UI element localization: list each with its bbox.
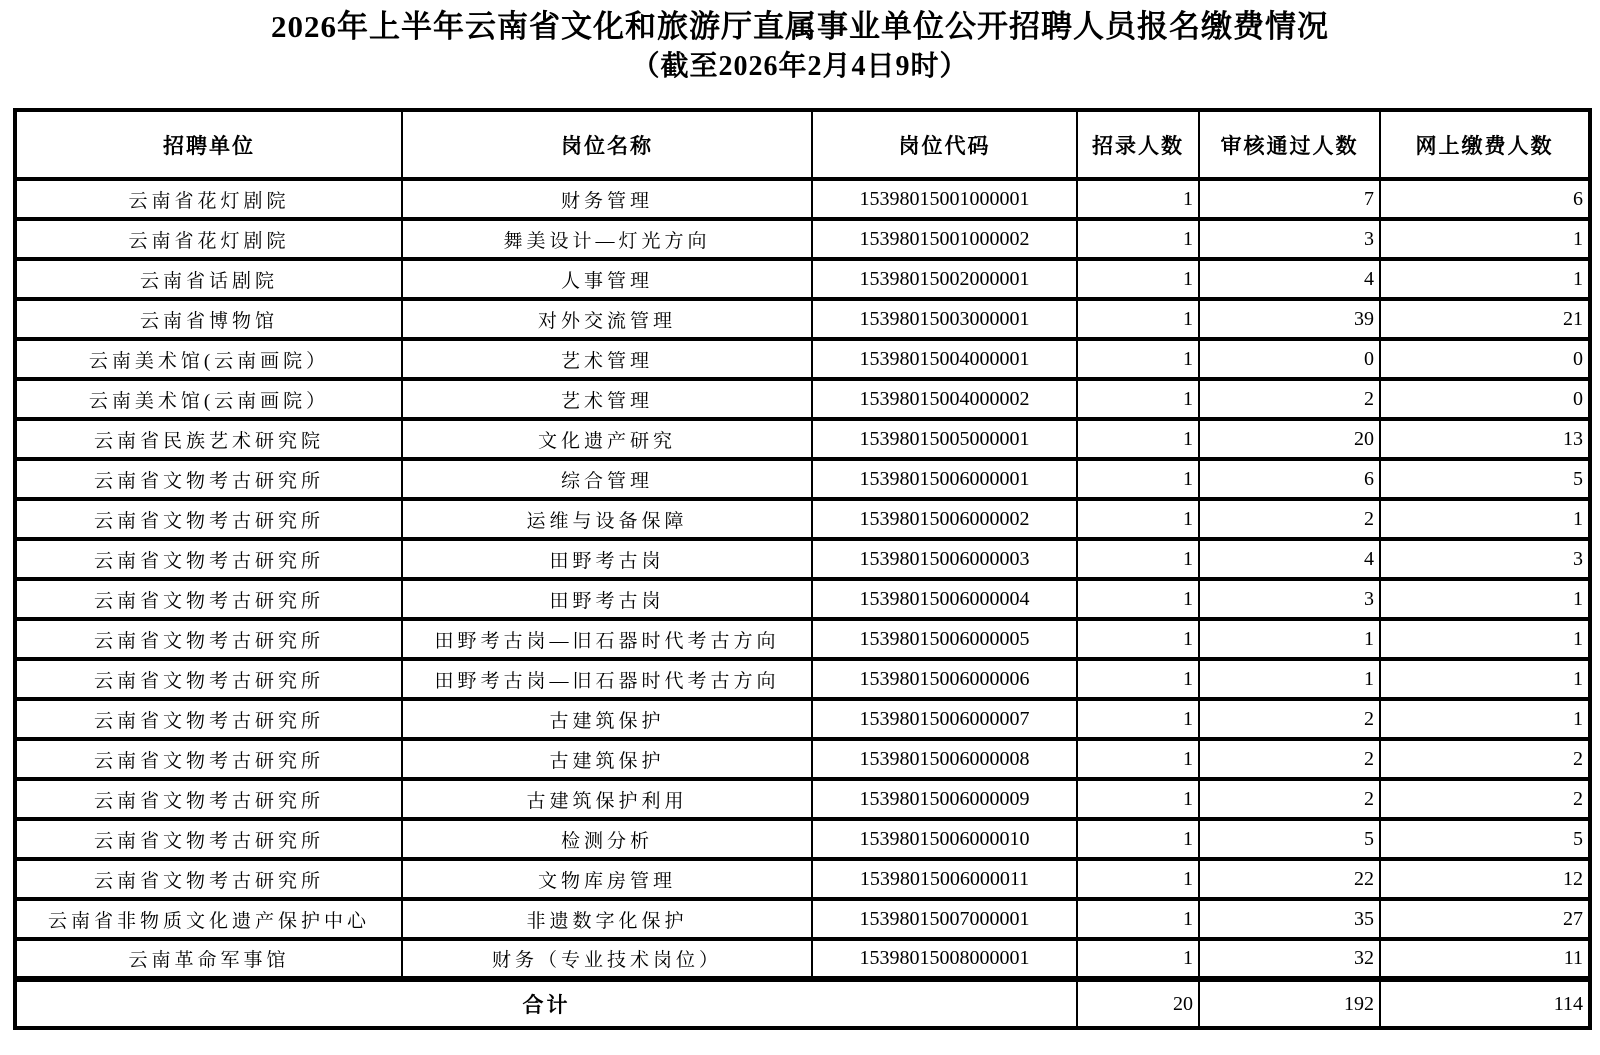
cell-approved-count: 2: [1199, 779, 1380, 819]
cell-paid-count: 5: [1380, 819, 1590, 859]
cell-approved-count: 3: [1199, 219, 1380, 259]
table-footer: [15, 979, 1590, 1028]
table-row: [15, 459, 1590, 499]
cell-paid-count: 1: [1380, 619, 1590, 659]
cell-position: 财务管理: [402, 179, 812, 219]
table-row: [15, 379, 1590, 419]
cell-approved-count: 4: [1199, 539, 1380, 579]
column-header-paid-count: 网上缴费人数: [1380, 110, 1590, 179]
cell-code: 15398015006000006: [812, 659, 1077, 699]
cell-approved-count: 2: [1199, 699, 1380, 739]
cell-unit: 云南美术馆(云南画院）: [15, 379, 402, 419]
cell-paid-count: 1: [1380, 499, 1590, 539]
cell-approved-count: 3: [1199, 579, 1380, 619]
cell-recruit-count: 1: [1077, 539, 1199, 579]
cell-recruit-count: 1: [1077, 659, 1199, 699]
cell-approved-count: 22: [1199, 859, 1380, 899]
cell-position: 田野考古岗—旧石器时代考古方向: [402, 659, 812, 699]
cell-position: 财务（专业技术岗位）: [402, 939, 812, 979]
cell-unit: 云南省文物考古研究所: [15, 459, 402, 499]
cell-recruit-count: 1: [1077, 179, 1199, 219]
cell-unit: 云南省文物考古研究所: [15, 819, 402, 859]
cell-approved-count: 2: [1199, 499, 1380, 539]
table-row: [15, 299, 1590, 339]
cell-position: 文化遗产研究: [402, 419, 812, 459]
cell-unit: 云南省花灯剧院: [15, 179, 402, 219]
cell-unit: 云南省文物考古研究所: [15, 739, 402, 779]
cell-unit: 云南省博物馆: [15, 299, 402, 339]
table-row: [15, 219, 1590, 259]
cell-paid-count: 1: [1380, 579, 1590, 619]
table-row: [15, 419, 1590, 459]
cell-approved-count: 39: [1199, 299, 1380, 339]
cell-approved-count: 0: [1199, 339, 1380, 379]
cell-unit: 云南省文物考古研究所: [15, 539, 402, 579]
cell-recruit-count: 1: [1077, 819, 1199, 859]
cell-recruit-count: 1: [1077, 859, 1199, 899]
cell-unit: 云南省文物考古研究所: [15, 779, 402, 819]
cell-code: 15398015006000008: [812, 739, 1077, 779]
cell-position: 综合管理: [402, 459, 812, 499]
cell-code: 15398015004000002: [812, 379, 1077, 419]
cell-paid-count: 13: [1380, 419, 1590, 459]
table-row: [15, 339, 1590, 379]
cell-approved-count: 4: [1199, 259, 1380, 299]
cell-code: 15398015006000005: [812, 619, 1077, 659]
table-row: [15, 499, 1590, 539]
cell-recruit-count: 1: [1077, 459, 1199, 499]
cell-approved-count: 35: [1199, 899, 1380, 939]
table-header: [15, 110, 1590, 179]
cell-position: 艺术管理: [402, 379, 812, 419]
column-header-position: 岗位名称: [402, 110, 812, 179]
cell-paid-count: 2: [1380, 779, 1590, 819]
cell-unit: 云南省文物考古研究所: [15, 699, 402, 739]
table-row: [15, 579, 1590, 619]
cell-code: 15398015005000001: [812, 419, 1077, 459]
cell-paid-count: 1: [1380, 259, 1590, 299]
cell-paid-count: 11: [1380, 939, 1590, 979]
column-header-approved-count: 审核通过人数: [1199, 110, 1380, 179]
page-subtitle: （截至2026年2月4日9时）: [631, 51, 969, 82]
cell-recruit-count: 1: [1077, 699, 1199, 739]
cell-paid-count: 1: [1380, 659, 1590, 699]
cell-code: 15398015007000001: [812, 899, 1077, 939]
cell-code: 15398015004000001: [812, 339, 1077, 379]
cell-paid-count: 1: [1380, 699, 1590, 739]
cell-paid-count: 6: [1380, 179, 1590, 219]
cell-approved-count: 6: [1199, 459, 1380, 499]
cell-code: 15398015006000003: [812, 539, 1077, 579]
total-paid-count: 114: [1380, 979, 1590, 1028]
cell-recruit-count: 1: [1077, 579, 1199, 619]
cell-position: 运维与设备保障: [402, 499, 812, 539]
total-row: [15, 979, 1590, 1028]
table-row: [15, 179, 1590, 219]
cell-unit: 云南省民族艺术研究院: [15, 419, 402, 459]
cell-position: 古建筑保护: [402, 699, 812, 739]
total-approved-count: 192: [1199, 979, 1380, 1028]
cell-paid-count: 0: [1380, 339, 1590, 379]
column-header-recruit-count: 招录人数: [1077, 110, 1199, 179]
cell-recruit-count: 1: [1077, 739, 1199, 779]
cell-code: 15398015006000009: [812, 779, 1077, 819]
cell-unit: 云南省文物考古研究所: [15, 499, 402, 539]
cell-approved-count: 1: [1199, 659, 1380, 699]
cell-position: 人事管理: [402, 259, 812, 299]
column-header-code: 岗位代码: [812, 110, 1077, 179]
cell-paid-count: 12: [1380, 859, 1590, 899]
cell-approved-count: 2: [1199, 739, 1380, 779]
table-row: [15, 819, 1590, 859]
cell-recruit-count: 1: [1077, 939, 1199, 979]
cell-position: 田野考古岗: [402, 539, 812, 579]
cell-unit: 云南省文物考古研究所: [15, 859, 402, 899]
cell-paid-count: 5: [1380, 459, 1590, 499]
cell-recruit-count: 1: [1077, 259, 1199, 299]
cell-position: 艺术管理: [402, 339, 812, 379]
cell-paid-count: 21: [1380, 299, 1590, 339]
table-row: [15, 699, 1590, 739]
table-row: [15, 659, 1590, 699]
cell-paid-count: 27: [1380, 899, 1590, 939]
table-row: [15, 259, 1590, 299]
cell-code: 15398015006000004: [812, 579, 1077, 619]
cell-position: 田野考古岗—旧石器时代考古方向: [402, 619, 812, 659]
cell-recruit-count: 1: [1077, 379, 1199, 419]
cell-position: 检测分析: [402, 819, 812, 859]
cell-code: 15398015006000002: [812, 499, 1077, 539]
table-row: [15, 779, 1590, 819]
total-recruit-count: 20: [1077, 979, 1199, 1028]
cell-position: 古建筑保护: [402, 739, 812, 779]
cell-unit: 云南省花灯剧院: [15, 219, 402, 259]
table-body: [15, 179, 1590, 979]
cell-unit: 云南革命军事馆: [15, 939, 402, 979]
cell-unit: 云南省话剧院: [15, 259, 402, 299]
cell-approved-count: 2: [1199, 379, 1380, 419]
cell-position: 古建筑保护利用: [402, 779, 812, 819]
cell-code: 15398015002000001: [812, 259, 1077, 299]
cell-recruit-count: 1: [1077, 339, 1199, 379]
cell-approved-count: 32: [1199, 939, 1380, 979]
column-header-unit: 招聘单位: [15, 110, 402, 179]
cell-unit: 云南美术馆(云南画院）: [15, 339, 402, 379]
cell-unit: 云南省文物考古研究所: [15, 579, 402, 619]
table-row: [15, 859, 1590, 899]
cell-position: 田野考古岗: [402, 579, 812, 619]
page-title: 2026年上半年云南省文化和旅游厅直属事业单位公开招聘人员报名缴费情况: [271, 9, 1329, 44]
total-label: 合计: [15, 979, 1077, 1028]
cell-code: 15398015008000001: [812, 939, 1077, 979]
table-row: [15, 899, 1590, 939]
cell-unit: 云南省文物考古研究所: [15, 659, 402, 699]
cell-recruit-count: 1: [1077, 419, 1199, 459]
cell-approved-count: 1: [1199, 619, 1380, 659]
cell-position: 对外交流管理: [402, 299, 812, 339]
cell-paid-count: 3: [1380, 539, 1590, 579]
cell-paid-count: 0: [1380, 379, 1590, 419]
cell-unit: 云南省非物质文化遗产保护中心: [15, 899, 402, 939]
cell-paid-count: 1: [1380, 219, 1590, 259]
table-row: [15, 619, 1590, 659]
header-row: [15, 110, 1590, 179]
cell-position: 舞美设计—灯光方向: [402, 219, 812, 259]
cell-approved-count: 20: [1199, 419, 1380, 459]
table-row: [15, 739, 1590, 779]
cell-code: 15398015006000011: [812, 859, 1077, 899]
cell-code: 15398015001000002: [812, 219, 1077, 259]
cell-code: 15398015003000001: [812, 299, 1077, 339]
cell-position: 非遗数字化保护: [402, 899, 812, 939]
cell-code: 15398015001000001: [812, 179, 1077, 219]
cell-recruit-count: 1: [1077, 779, 1199, 819]
cell-recruit-count: 1: [1077, 899, 1199, 939]
cell-recruit-count: 1: [1077, 299, 1199, 339]
cell-unit: 云南省文物考古研究所: [15, 619, 402, 659]
cell-recruit-count: 1: [1077, 219, 1199, 259]
cell-code: 15398015006000010: [812, 819, 1077, 859]
cell-position: 文物库房管理: [402, 859, 812, 899]
cell-recruit-count: 1: [1077, 499, 1199, 539]
cell-code: 15398015006000007: [812, 699, 1077, 739]
table-row: [15, 539, 1590, 579]
cell-approved-count: 7: [1199, 179, 1380, 219]
cell-code: 15398015006000001: [812, 459, 1077, 499]
recruitment-payment-table: [13, 108, 1592, 1030]
cell-approved-count: 5: [1199, 819, 1380, 859]
cell-paid-count: 2: [1380, 739, 1590, 779]
table-row: [15, 939, 1590, 979]
cell-recruit-count: 1: [1077, 619, 1199, 659]
